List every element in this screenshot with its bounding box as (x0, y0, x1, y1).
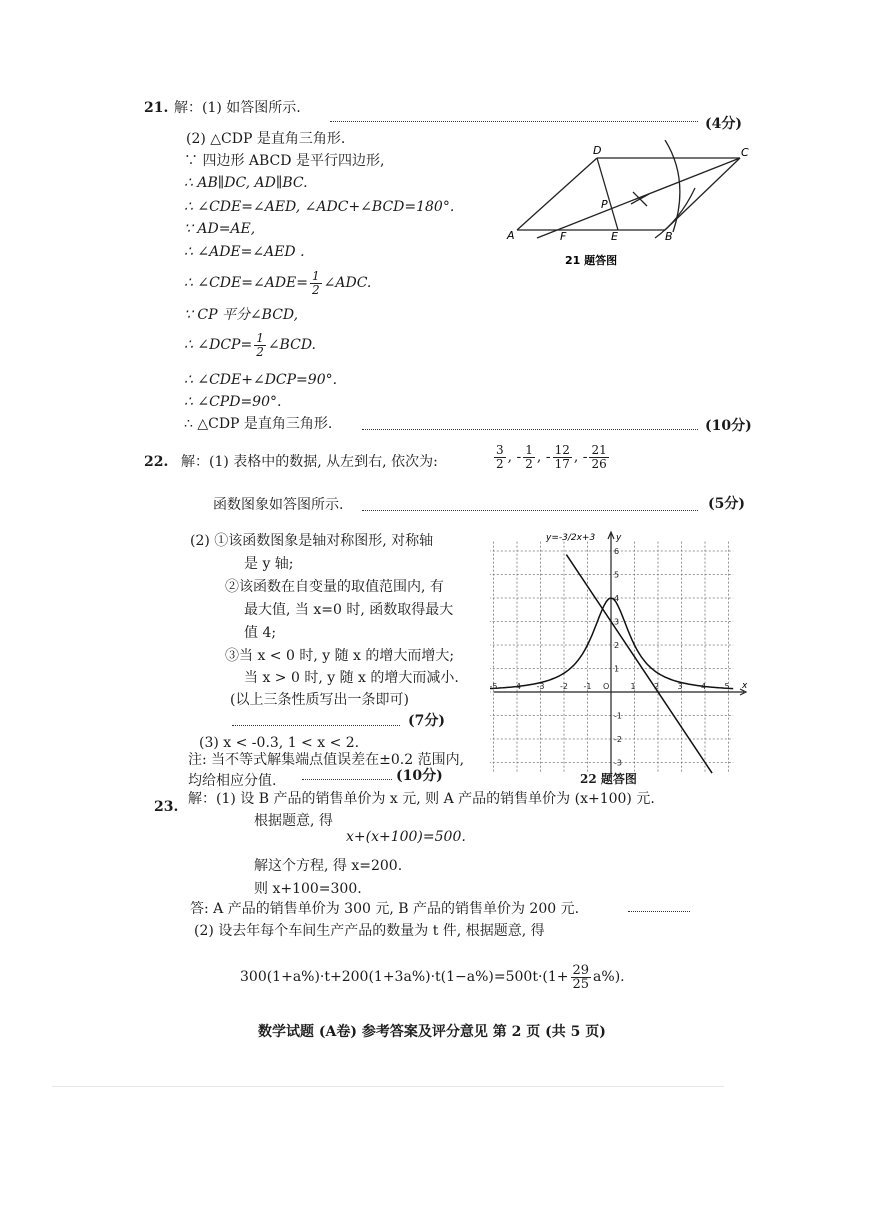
label-c: C (741, 146, 749, 159)
label-b: B (665, 230, 673, 243)
q22-p2-5: 值 4; (244, 625, 277, 641)
figure-21-caption: 21 题答图 (565, 254, 618, 267)
q22-p2-4: 最大值, 当 x=0 时, 函数取得最大 (244, 602, 454, 618)
q23-line-3: 则 x+100=300. (254, 881, 362, 897)
value-num: 1 (525, 442, 533, 457)
value-num: 3 (496, 442, 504, 457)
q23-eq-2 (240, 960, 625, 994)
q23-line-1: 根据题意, 得 (254, 813, 333, 829)
q22-dots-1 (362, 510, 698, 511)
value-sign: - (582, 449, 588, 465)
y-tick-label: 5 (614, 570, 620, 580)
y-tick-label: 3 (614, 617, 620, 627)
label-e: E (611, 230, 618, 243)
q22-p2-2: 是 y 轴; (244, 556, 294, 572)
q21-dots-1 (330, 121, 698, 122)
frac-den: 2 (256, 344, 264, 359)
q22-score-1: (5分) (708, 496, 745, 512)
x-tick-label: -4 (513, 682, 521, 691)
q23-eq-1: x+(x+100)=500. (346, 829, 466, 845)
value-den: 26 (591, 456, 607, 471)
label-f: F (560, 230, 567, 243)
eq2-num: 29 (572, 962, 590, 978)
q22-number: 22. (144, 454, 169, 470)
x-axis-label: x (742, 681, 748, 691)
q21-half-line (184, 268, 371, 298)
q22-value-4 (582, 442, 611, 471)
linear-function-line (566, 555, 712, 774)
frac-den: 2 (312, 282, 320, 297)
figure-21-parallelogram (505, 140, 755, 275)
q21-half-pre: ∴ ∠CDE=∠ADE= (184, 275, 308, 291)
eq2-den: 25 (572, 976, 590, 992)
q22-p2-7: 当 x > 0 时, y 随 x 的增大而减小. (244, 670, 459, 686)
x-tick-label: 4 (701, 682, 707, 691)
q21-half-post: ∠ADC. (323, 275, 372, 291)
q22-score-2: (7分) (408, 713, 445, 729)
value-den: 2 (525, 456, 533, 471)
y-tick-label: 6 (614, 547, 620, 556)
x-tick-label: -3 (536, 682, 545, 691)
q22-graph-line: 函数图象如答图所示. (213, 497, 344, 513)
q23-eq2-post: a%). (593, 969, 625, 985)
y-tick-label: -1 (614, 711, 622, 721)
q22-p2-6: ③当 x < 0 时, y 随 x 的增大而增大; (225, 648, 455, 664)
q22-value-3 (545, 442, 574, 471)
y-tick-label: -2 (614, 735, 622, 744)
y-tick-label: -3 (614, 758, 622, 768)
q21-line-4: ∴ ∠CDE=∠AED, ∠ADC+∠BCD=180°. (184, 199, 455, 215)
page-separator (52, 1086, 724, 1087)
q21-cp-line: ∵ CP 平分∠BCD, (184, 307, 299, 323)
q22-p2-1: (2) ①该函数图象是轴对称图形, 对称轴 (190, 533, 434, 549)
q22-note-1: 注: 当不等式解集端点值误差在±0.2 范围内, (188, 752, 465, 768)
figure-22-caption: 22 题答图 (580, 772, 637, 786)
q21-line-8: ∴ ∠CPD=90°. (184, 394, 282, 410)
q22-p3: (3) x < -0.3, 1 < x < 2. (199, 735, 360, 751)
q21-score-2: (10分) (705, 418, 752, 434)
x-tick-label: 2 (654, 682, 660, 691)
value-den: 17 (554, 456, 570, 471)
x-tick-label: -1 (583, 682, 592, 691)
page-footer: 数学试题 (A卷) 参考答案及评分意见 第 2 页 (共 5 页) (258, 1024, 606, 1040)
label-d: D (593, 144, 602, 157)
frac-num: 1 (256, 330, 264, 345)
line-label: y=-3/2x+3 (546, 533, 596, 543)
q23-answer: 答: A 产品的销售单价为 300 元, B 产品的销售单价为 200 元. (190, 901, 580, 917)
label-a: A (507, 229, 515, 242)
x-tick-label: -5 (490, 682, 498, 691)
q21-line-3: ∴ AB∥DC, AD∥BC. (184, 175, 308, 191)
fraction-half-2 (254, 332, 266, 359)
q22-score-3: (10分) (396, 768, 443, 784)
q22-value-1 (492, 442, 508, 471)
x-tick-label: -2 (560, 682, 568, 691)
segment-de (597, 158, 618, 230)
arc-cross-2 (631, 194, 649, 204)
q22-values: $\frac{3}{2}$ , - $\frac{1}{2}$ , - $\frac{12}{17}$ , - $\frac{21}{26}$ (492, 442, 611, 472)
q21-line-9: ∴ △CDP 是直角三角形. (184, 416, 333, 432)
q22-p2-3: ②该函数在自变量的取值范围内, 有 (225, 579, 444, 595)
y-tick-label: 2 (614, 641, 620, 650)
q21-dots-2 (362, 429, 698, 430)
value-sign: - (516, 449, 522, 465)
label-p: P (601, 198, 608, 211)
q21-dcp-pre: ∴ ∠DCP= (184, 337, 253, 353)
figure-22-graph (490, 528, 750, 784)
q23-line-2: 解这个方程, 得 x=200. (254, 858, 403, 874)
q21-number: 21. (144, 100, 169, 116)
q21-head: 解：(1) 如答图所示. (174, 100, 301, 116)
q21-dcp-line (184, 330, 316, 360)
value-num: 12 (554, 442, 570, 457)
q22-value-2 (516, 442, 537, 471)
fraction-half (310, 270, 322, 297)
x-tick-label: 5 (724, 682, 730, 691)
value-num: 21 (591, 442, 607, 457)
x-tick-label: 1 (630, 682, 636, 691)
q22-p2-8: (以上三条性质写出一条即可) (230, 692, 409, 708)
q23-dots (628, 911, 690, 912)
value-sign: - (545, 449, 551, 465)
q23-p2: (2) 设去年每个车间生产产品的数量为 t 件, 根据题意, 得 (194, 923, 545, 939)
axis-tick-labels (490, 547, 730, 768)
q22-head: 解：(1) 表格中的数据, 从左到右, 依次为: (181, 454, 438, 470)
frac-num: 1 (312, 268, 320, 283)
q21-score-1: (4分) (705, 116, 742, 132)
y-tick-label: 4 (614, 594, 620, 603)
y-tick-label: 1 (614, 664, 620, 674)
x-tick-label: 3 (677, 682, 683, 691)
q21-line-1: (2) △CDP 是直角三角形. (186, 131, 346, 147)
q21-line-6: ∴ ∠ADE=∠AED . (184, 244, 305, 260)
q21-line-5: ∵ AD=AE, (184, 221, 256, 237)
q23-number: 23. (154, 799, 179, 815)
q22-note-2: 均给相应分值. (188, 773, 277, 789)
y-axis-label: y (616, 533, 622, 543)
value-den: 2 (496, 456, 504, 471)
q21-line-7: ∴ ∠CDE+∠DCP=90°. (184, 372, 338, 388)
q22-dots-3 (302, 779, 392, 780)
q22-dots-2 (232, 725, 400, 726)
q21-line-2: ∵ 四边形 ABCD 是平行四边形, (184, 153, 385, 169)
q21-dcp-post: ∠BCD. (267, 337, 316, 353)
q23-head: 解：(1) 设 B 产品的销售单价为 x 元, 则 A 产品的销售单价为 (x+100) 元. (188, 791, 655, 807)
x-tick-label: O (603, 682, 610, 691)
q23-eq2-pre: 300(1+a%)·t+200(1+3a%)·t(1−a%)=500t·(1+ (240, 969, 569, 985)
